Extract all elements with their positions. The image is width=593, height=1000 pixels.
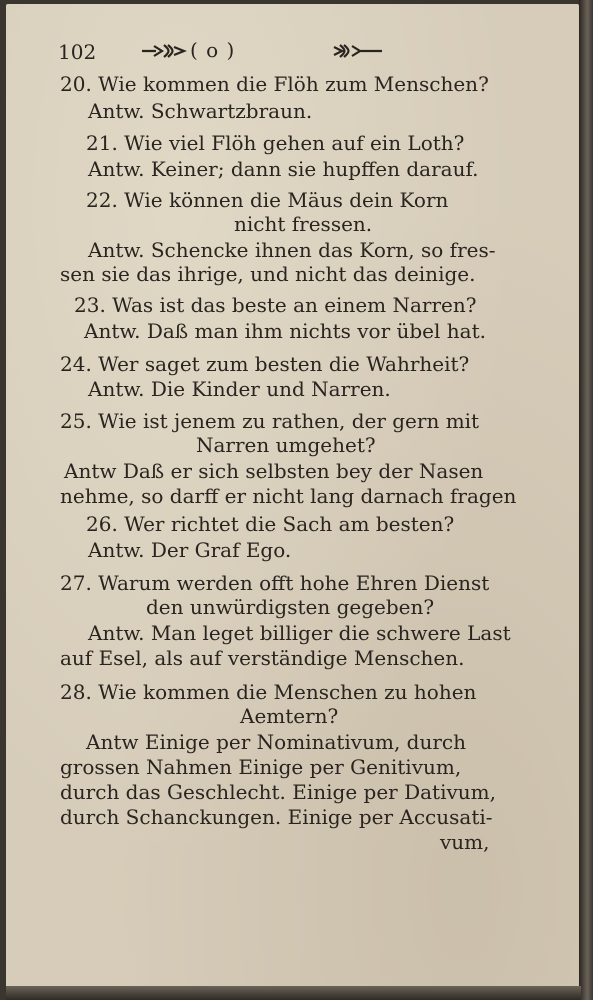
left-ornament-icon (140, 42, 188, 60)
answer-22: Antw. Schencke ihnen das Korn, so fres- (88, 238, 496, 262)
header-center: ( o ) (190, 38, 236, 62)
answer-28-line2: grossen Nahmen Einige per Genitivum, (60, 755, 462, 779)
question-28: 28. Wie kommen die Menschen zu hohen (60, 680, 477, 704)
answer-28-line3: durch das Geschlecht. Einige per Dativum, (60, 780, 496, 804)
answer-23: Antw. Daß man ihm nichts vor übel hat. (84, 319, 486, 343)
answer-27-cont: auf Esel, als auf verständige Menschen. (60, 646, 465, 670)
answer-25: Antw Daß er sich selbsten bey der Nasen (64, 459, 484, 483)
page-bottom-shadow (6, 986, 581, 1000)
question-23: 23. Was ist das beste an einem Narren? (74, 293, 477, 317)
page-number: 102 (58, 40, 97, 64)
question-25: 25. Wie ist jenem zu rathen, der gern mit (60, 409, 480, 433)
answer-25-cont: nehme, so darff er nicht lang darnach fragen (60, 484, 517, 508)
question-22-cont: nicht fressen. (234, 212, 373, 236)
question-27-cont: den unwürdigsten gegeben? (146, 595, 435, 619)
question-28-cont: Aemtern? (240, 704, 339, 728)
right-ornament-icon (330, 42, 386, 60)
answer-20: Antw. Schwartzbraun. (88, 99, 313, 123)
question-21: 21. Wie viel Flöh gehen auf ein Loth? (86, 131, 465, 155)
answer-22-cont: sen sie das ihrige, und nicht das deinige. (60, 262, 476, 286)
answer-28-line5: vum, (440, 830, 490, 854)
question-26: 26. Wer richtet die Sach am besten? (86, 512, 455, 536)
answer-28: Antw Einige per Nominativum, durch (86, 730, 466, 754)
question-20: 20. Wie kommen die Flöh zum Menschen? (60, 72, 489, 96)
answer-27: Antw. Man leget billiger die schwere Last (88, 621, 511, 645)
question-24: 24. Wer saget zum besten die Wahrheit? (60, 352, 470, 376)
question-22: 22. Wie können die Mäus dein Korn (86, 188, 449, 212)
answer-24: Antw. Die Kinder und Narren. (88, 377, 391, 401)
answer-26: Antw. Der Graf Ego. (88, 538, 292, 562)
answer-21: Antw. Keiner; dann sie hupffen darauf. (88, 157, 479, 181)
question-25-cont: Narren umgehet? (196, 433, 376, 457)
page-edge (579, 0, 593, 1000)
answer-28-line4: durch Schanckungen. Einige per Accusati- (60, 805, 493, 829)
question-27: 27. Warum werden offt hohe Ehren Dienst (60, 571, 490, 595)
